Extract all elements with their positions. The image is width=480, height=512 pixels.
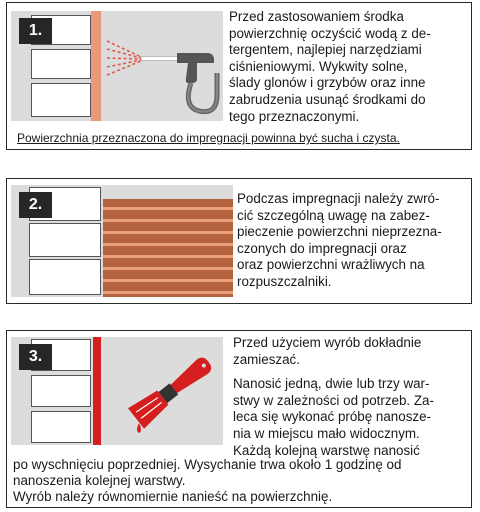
- text-line: Nanosić jedną, dwie lub trzy war-: [233, 376, 430, 392]
- step-1-text: [229, 9, 469, 125]
- text-line: czonych do impregnacji oraz: [237, 240, 407, 256]
- text-line: oraz powierzchni wrażliwych na: [237, 257, 425, 273]
- text-line: nia w miejscu mało widocznym.: [233, 425, 420, 441]
- text-line: po wyschnięciu poprzedniej. Wysychanie trwa około 1 godzinę od: [13, 457, 402, 472]
- text-line: pieczenie powierzchni nieprzezna-: [237, 224, 442, 240]
- text-line: Przed użyciem wyrób dokładnie: [233, 335, 422, 350]
- text-line: tergentem, najlepiej narzędziami: [229, 42, 422, 58]
- text-line: powierzchnię oczyścić wodą z de-: [229, 25, 431, 41]
- text-line: tego przeznaczonymi.: [229, 108, 360, 124]
- step-2-text: [237, 191, 469, 291]
- step-3-continued-text: [13, 457, 473, 505]
- text-line: rozpuszczalniki.: [237, 273, 332, 289]
- text-line: Podczas impregnacji należy zwró-: [237, 191, 440, 206]
- step-1-note: Powierzchnia przeznaczona do impregnacji powinna być sucha i czysta.: [17, 131, 400, 145]
- wood-wall-icon: [103, 199, 233, 297]
- step-3-illustration: [11, 337, 223, 445]
- text-line: leca się wykonać próbę nanosze-: [233, 409, 431, 425]
- text-line: ciśnieniowymi. Wykwity solne,: [229, 58, 408, 74]
- step-2-panel: [6, 178, 472, 304]
- text-line: Przed zastosowaniem środka: [229, 9, 404, 24]
- step-number-badge: 3.: [19, 344, 52, 370]
- step-number-badge: 2.: [19, 192, 52, 218]
- text-line: zabrudzenia usunąć środkami do: [229, 91, 426, 107]
- text-line: zamieszać.: [233, 351, 300, 367]
- wall-brick: [29, 259, 101, 295]
- text-line: ślady glonów i grzybów oraz inne: [229, 75, 426, 91]
- wall-brick: [29, 223, 101, 257]
- text-line: Wyrób należy równomiernie nanieść na powierzchnię.: [13, 489, 333, 504]
- text-line: stwy w zależności od potrzeb. Za-: [233, 392, 434, 408]
- text-line: nanoszenia kolejnej warstwy.: [13, 473, 186, 488]
- step-3-panel: [6, 330, 472, 508]
- step-1-illustration: [11, 11, 223, 121]
- step-2-illustration: [11, 185, 233, 297]
- step-number-badge: 1.: [19, 18, 52, 44]
- text-line: cić szczególną uwagę na zabez-: [237, 207, 430, 223]
- text-line: Każdą kolejną warstwę nanosić: [233, 442, 420, 458]
- step-1-panel: [6, 2, 472, 150]
- step-3-text: [233, 335, 469, 459]
